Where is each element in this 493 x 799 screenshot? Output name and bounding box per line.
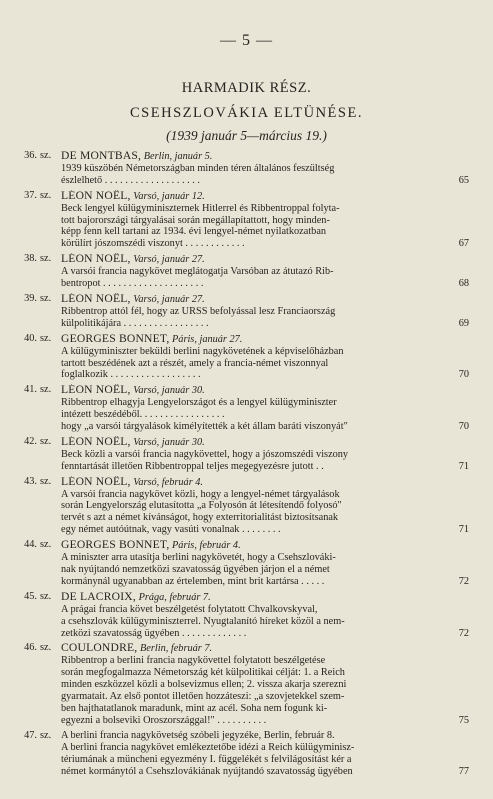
- entry-text-line: A külügyminiszter beküldi berlini nagykövetének a képviselőházban: [61, 345, 344, 357]
- entry-sz-label: sz.: [40, 642, 52, 654]
- entry-text-line: tervét s azt a német kívánságot, hogy exterritorialitást biztosítsanak: [61, 512, 339, 524]
- document-entry: [0, 730, 493, 778]
- entry-sz-label: sz.: [40, 292, 52, 304]
- entry-author: COULONDRE,: [61, 642, 138, 655]
- entry-page-number: 75: [458, 714, 469, 726]
- entry-text-line: képp fenn kell tartani az 1934. évi lengyel-német nyilatkozatban: [61, 226, 327, 238]
- entry-page-number: 71: [458, 460, 469, 472]
- entry-text-line: A miniszter arra utasítja berlini nagykövetét, hogy a Csehszlováki-: [61, 552, 336, 564]
- document-entry: [0, 253, 493, 290]
- entry-page-number: 67: [458, 238, 469, 250]
- entry-number: 41.: [24, 384, 37, 396]
- entry-place-date: Varsó, január 27.: [133, 254, 205, 266]
- entry-text-line: Ribbentrop a berlini francia nagykövettel folytatott beszélgetése: [61, 655, 326, 667]
- entry-text-line: külpolitikájára . . . . . . . . . . . . . . . . .: [61, 317, 209, 329]
- entry-place-date: Prága, február 7.: [138, 591, 211, 603]
- entry-place-date: Varsó, január 30.: [133, 385, 205, 397]
- entry-place-date: Varsó, február 4.: [133, 476, 203, 488]
- entry-sz-label: sz.: [40, 384, 52, 396]
- entry-text-line: A prágai francia követ beszélgetést folytatott Chvalkovskyval,: [61, 603, 318, 615]
- entry-header: [61, 150, 430, 163]
- entry-author: DE MONTBAS,: [61, 150, 142, 162]
- entry-sz-label: sz.: [40, 539, 52, 551]
- entry-number: 43.: [24, 475, 37, 487]
- document-entry: [0, 293, 493, 330]
- entry-page-number: 77: [458, 765, 469, 777]
- entry-page-number: 72: [458, 627, 469, 639]
- entry-author: LÉON NOËL,: [61, 189, 131, 202]
- entry-sz-label: sz.: [40, 435, 52, 447]
- document-list: [0, 150, 493, 780]
- entry-text-line: foglalkozik . . . . . . . . . . . . . . . . . .: [61, 369, 201, 381]
- entry-text-line: tott bajorországi tárgyalásai során megállapítattott, hogy minden-: [61, 214, 330, 226]
- entry-place-date: Páris, január 27.: [172, 333, 243, 345]
- entry-text-line: Ribbentrop attól fél, hogy az URSS befolyással lesz Franciaország: [61, 305, 336, 317]
- entry-sz-label: sz.: [40, 332, 52, 344]
- entry-sz-label: sz.: [40, 189, 52, 201]
- entry-header: [61, 333, 430, 346]
- entry-text-line: hogy „a varsói tárgyalások kimélyítették a két állam baráti viszonyát": [61, 421, 348, 433]
- entry-text-line: ben hajthatatlanok maradunk, mint az acél. Soha nem fogunk ki-: [61, 702, 328, 714]
- entry-author: LÉON NOËL,: [61, 292, 131, 305]
- entry-text-line: tartott beszédének azt a részét, amely a francia-német viszonnyal: [61, 357, 329, 369]
- entry-text-line: német kormánytól a Csehszlovákiának nyújtandó szavatosság ügyében: [61, 765, 353, 777]
- document-entry: [0, 384, 493, 433]
- entry-number: 37.: [24, 189, 37, 201]
- entry-header: [61, 642, 430, 655]
- entry-author: LÉON NOËL,: [61, 253, 131, 266]
- entry-text-line: zetközi szavatosság ügyében . . . . . . . . . . . . .: [61, 627, 247, 639]
- document-entry: [0, 476, 493, 537]
- date-range: (1939 január 5—március 19.): [166, 128, 327, 143]
- entry-text-line: A varsói francia nagykövet közli, hogy a lengyel-német tárgyalások: [61, 488, 340, 500]
- entry-page-number: 65: [458, 174, 469, 186]
- entry-number: 46.: [24, 642, 37, 654]
- entry-sz-label: sz.: [40, 729, 52, 741]
- entry-page-number: 68: [458, 278, 469, 290]
- entry-text-line: bentropot . . . . . . . . . . . . . . . . . . . .: [61, 278, 204, 290]
- entry-author: GEORGES BONNET,: [61, 332, 170, 345]
- entry-place-date: Varsó, január 27.: [133, 293, 205, 305]
- document-entry: [0, 539, 493, 588]
- entry-number: 44.: [24, 539, 37, 551]
- document-entry: [0, 642, 493, 726]
- entry-author: GEORGES BONNET,: [61, 539, 170, 552]
- entry-page-number: 71: [458, 524, 469, 536]
- entry-sz-label: sz.: [40, 150, 52, 161]
- entry-sz-label: sz.: [40, 590, 52, 602]
- entry-text-line: kormánynál ugyanabban az értelemben, mint brit kartársa . . . . .: [61, 575, 325, 587]
- entry-author: LÉON NOËL,: [61, 475, 131, 488]
- entry-place-date: Berlin, február 7.: [139, 643, 213, 655]
- entry-sz-label: sz.: [40, 475, 52, 487]
- entry-text-line: során megfogalmazza Németország két külpolitikai célját: 1. a Reich: [61, 667, 345, 679]
- document-entry: [0, 333, 493, 382]
- entry-page-number: 70: [458, 369, 469, 381]
- document-entry: [0, 436, 493, 473]
- entry-number: 39.: [24, 292, 37, 304]
- entry-number: 38.: [24, 253, 37, 265]
- document-entry: [0, 591, 493, 640]
- entry-text-line: Ribbentrop elhagyja Lengyelországot és a lengyel külügyminiszter: [61, 397, 337, 409]
- entry-number: 36.: [24, 150, 37, 161]
- entry-header: [61, 476, 430, 489]
- entry-number: 42.: [24, 435, 37, 447]
- entry-header: [61, 436, 430, 449]
- entry-header: [61, 190, 430, 203]
- entry-page-number: 72: [458, 575, 469, 587]
- entry-text-line: fenntartását illetően Ribbentroppal teljes megegyezésre jutott . .: [61, 460, 324, 472]
- entry-header: [61, 384, 430, 397]
- entry-text-line: A varsói francia nagykövet meglátogatja Varsóban az átutazó Rib-: [61, 266, 334, 278]
- entry-sz-label: sz.: [40, 253, 52, 265]
- entry-text-line: tériumának a müncheni egyezmény I. függelékét s felvilágosítást kér a: [61, 753, 352, 765]
- part-title: HARMADIK RÉSZ.: [181, 80, 312, 96]
- entry-header: [61, 253, 430, 266]
- document-entry: [0, 150, 493, 187]
- entry-text-line: egy német autóútnak, vagy vasúti vonalnak . . . . . . . .: [61, 524, 281, 536]
- entry-place-date: Berlin, január 5.: [143, 151, 213, 162]
- entry-text-line: 1939 küszöbén Németországban minden téren általános feszültség: [61, 162, 335, 174]
- entry-text-line: a csehszlovák külügyminiszterrel. Nyugtalanító híreket közöl a nem-: [61, 615, 345, 627]
- entry-text-line: Beck lengyel külügyminiszternek Hitlerrel és Ribbentroppal folyta-: [61, 202, 340, 214]
- section-title: CSEHSZLOVÁKIA ELTÜNÉSE.: [130, 105, 363, 121]
- entry-text-line: A berlini francia nagykövetség szóbeli jegyzéke, Berlin, február 8.: [61, 729, 335, 741]
- entry-number: 45.: [24, 590, 37, 602]
- entry-header: [61, 539, 430, 552]
- page-number: — 5 —: [220, 32, 273, 49]
- entry-place-date: Páris, február 4.: [172, 540, 241, 552]
- entry-number: 47.: [24, 729, 37, 741]
- entry-author: LÉON NOËL,: [61, 384, 131, 397]
- entry-text-line: körülírt jószomszédi viszonyt . . . . . . . . . . . .: [61, 238, 245, 250]
- entry-header: [61, 293, 430, 306]
- entry-text-line: Beck közli a varsói francia nagykövettel, hogy a jószomszédi viszony: [61, 448, 349, 460]
- entry-author: LÉON NOËL,: [61, 435, 131, 448]
- entry-header: [61, 591, 430, 604]
- entry-page-number: 69: [458, 317, 469, 329]
- entry-text-line: gyarmatait. Az első pontot illetően hozzáteszi: „a szovjetekkel szem-: [61, 691, 345, 703]
- entry-text-line: minden eszközzel közli a bolsevizmus ellen; 2. vissza akarja szerezni: [61, 679, 347, 691]
- entry-text-line: egyezni a bolseviki Oroszországgal!" . . . . . . . . . .: [61, 714, 267, 726]
- entry-text-line: észlelhető . . . . . . . . . . . . . . . . . . .: [61, 174, 200, 186]
- entry-page-number: 70: [458, 421, 469, 433]
- entry-author: DE LACROIX,: [61, 590, 136, 603]
- entry-text-line: nak nyújtandó nemzetközi szavatosság ügyében járjon el a német: [61, 564, 330, 575]
- document-entry: [0, 190, 493, 251]
- entry-text-line: A berlini francia nagykövet emlékeztetőbe idézi a Reich külügyminisz-: [61, 741, 355, 753]
- entry-text-line: során Lengyelország elutasította „a Folyosón át létesítendő folyosó": [61, 500, 342, 512]
- entry-place-date: Varsó, január 12.: [133, 190, 205, 202]
- entry-text-line: intézett beszédéből. . . . . . . . . . . . . . . . .: [61, 409, 225, 421]
- entry-place-date: Varsó, január 30.: [133, 436, 205, 448]
- entry-number: 40.: [24, 332, 37, 344]
